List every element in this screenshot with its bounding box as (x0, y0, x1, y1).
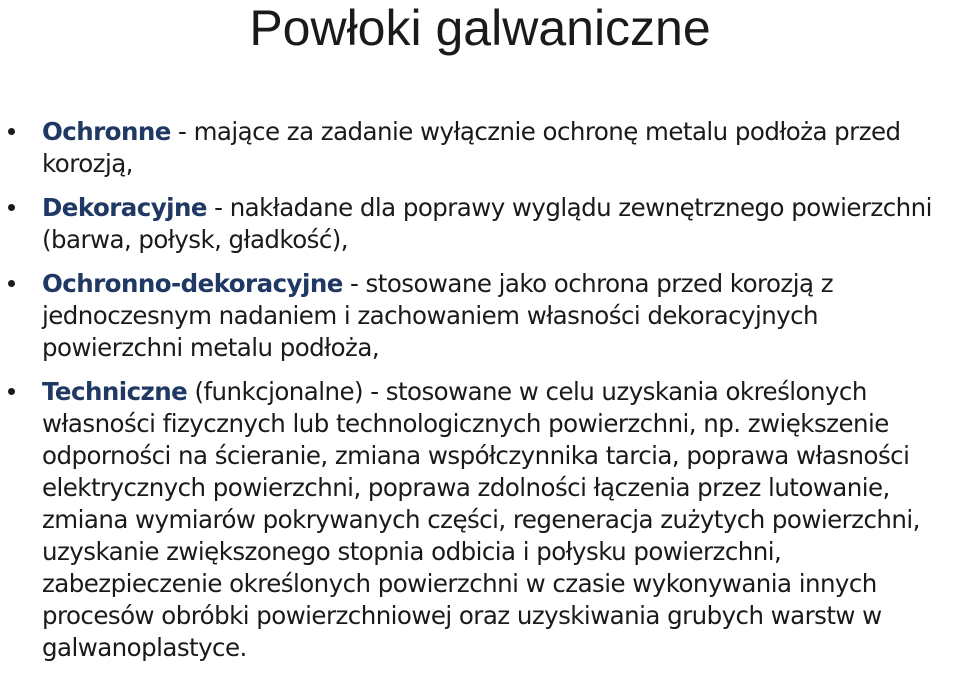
bullet-text: (funkcjonalne) - stosowane w celu uzyskania określonych własności fizycznych lub technologicznych powierzchni, np. zwiększenie odporności na ścieranie, zmiana współczynnika tarcia, poprawa własności elektrycznych powierzchni, poprawa zdolności łączenia przez lutowanie, zmiana wymiarów pokrywanych części, regeneracja zużytych powierzchni, uzyskanie zwiększonego stopnia odbicia i połysku powierzchni, zabezpieczenie określonych powierzchni w czasie wykonywania innych procesów obróbki powierzchniowej oraz uzyskiwania grubych warstw w galwanoplastyce. (42, 377, 920, 662)
bullet-term: Ochronne (42, 117, 171, 146)
bullet-item-ochronno-dekoracyjne (0, 268, 960, 364)
bullet-item-ochronne (0, 116, 960, 180)
bullet-dot-icon (8, 388, 15, 395)
bullet-item-techniczne (0, 376, 960, 664)
bullet-dot-icon (8, 280, 15, 287)
bullet-text: - mające za zadanie wyłącznie ochronę metalu podłoża przed korozją, (42, 117, 901, 178)
bullet-term: Dekoracyjne (42, 193, 207, 222)
bullet-item-dekoracyjne (0, 192, 960, 256)
slide-title: Powłoki galwaniczne (249, 0, 711, 56)
bullet-dot-icon (8, 128, 15, 135)
bullet-text: - nakładane dla poprawy wyglądu zewnętrznego powierzchni (barwa, połysk, gładkość), (42, 193, 932, 254)
bullet-term: Techniczne (42, 377, 188, 406)
bullet-list (0, 116, 960, 664)
bullet-term: Ochronno-dekoracyjne (42, 269, 343, 298)
bullet-text: - stosowane jako ochrona przed korozją z jednoczesnym nadaniem i zachowaniem własności dekoracyjnych powierzchni metalu podłoża, (42, 269, 834, 362)
bullet-dot-icon (8, 204, 15, 211)
